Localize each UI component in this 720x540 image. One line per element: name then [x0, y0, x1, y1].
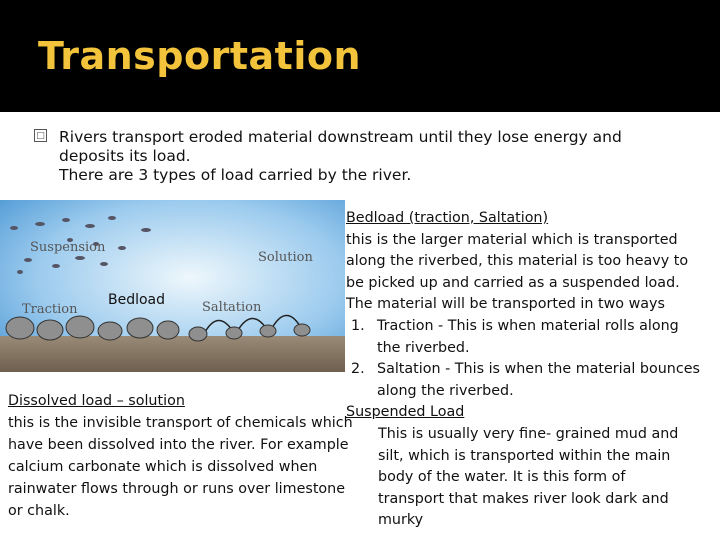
label-saltation: Saltation	[202, 300, 262, 315]
bullet-icon: □	[34, 129, 47, 142]
suspended-heading: Suspended Load	[346, 404, 465, 421]
dissolved-line: or chalk.	[8, 503, 70, 519]
bedload-heading: Bedload (traction, Saltation)	[346, 210, 549, 226]
bedload-line: The material will be transported in two ways	[346, 296, 665, 313]
list-item	[346, 316, 716, 359]
bedload-line: along the riverbed, this material is too heavy to	[346, 253, 689, 270]
riverbed	[0, 336, 345, 372]
dissolved-heading: Dissolved load – solution	[8, 393, 185, 409]
suspended-line: body of the water. It is this form of	[378, 469, 626, 486]
suspended-line: This is usually very fine- grained mud and	[378, 425, 679, 442]
suspended-body	[378, 424, 713, 532]
suspended-line: murky	[378, 512, 424, 529]
label-traction: Traction	[22, 302, 78, 317]
dissolved-section	[8, 390, 363, 522]
list-item-line: along the riverbed.	[377, 382, 514, 399]
intro-text	[34, 128, 694, 185]
list-number: 2.	[351, 361, 365, 378]
suspended-line: silt, which is transported within the main	[378, 447, 671, 464]
intro-line: There are 3 types of load carried by the river.	[59, 166, 412, 184]
list-number: 1.	[351, 317, 365, 334]
bedload-section	[346, 208, 716, 532]
title-bar	[0, 0, 720, 112]
transport-ways-list	[346, 316, 716, 402]
list-item-line: the riverbed.	[377, 339, 470, 356]
label-suspension: Suspension	[30, 240, 106, 255]
dissolved-line: this is the invisible transport of chemicals which	[8, 415, 353, 431]
bedload-line: be picked up and carried as a suspended load.	[346, 274, 680, 291]
dissolved-line: have been dissolved into the river. For example	[8, 437, 349, 453]
label-solution: Solution	[258, 250, 313, 265]
suspended-line: transport that makes river look dark and	[378, 490, 669, 507]
dissolved-line: calcium carbonate which is dissolved when	[8, 459, 318, 475]
label-bedload: Bedload	[108, 292, 166, 308]
list-item-line: Saltation - This is when the material bounces	[377, 361, 700, 378]
intro-line: Rivers transport eroded material downstream until they lose energy and	[59, 128, 622, 146]
diagram-illustration	[0, 200, 345, 372]
river-load-diagram	[0, 200, 345, 372]
dissolved-line: rainwater flows through or runs over limestone	[8, 481, 346, 497]
intro-line: deposits its load.	[59, 147, 191, 165]
bedload-line: this is the larger material which is transported	[346, 231, 678, 248]
page-title: Transportation	[38, 34, 362, 78]
list-item	[346, 359, 716, 402]
list-item-line: Traction - This is when material rolls along	[377, 317, 679, 334]
